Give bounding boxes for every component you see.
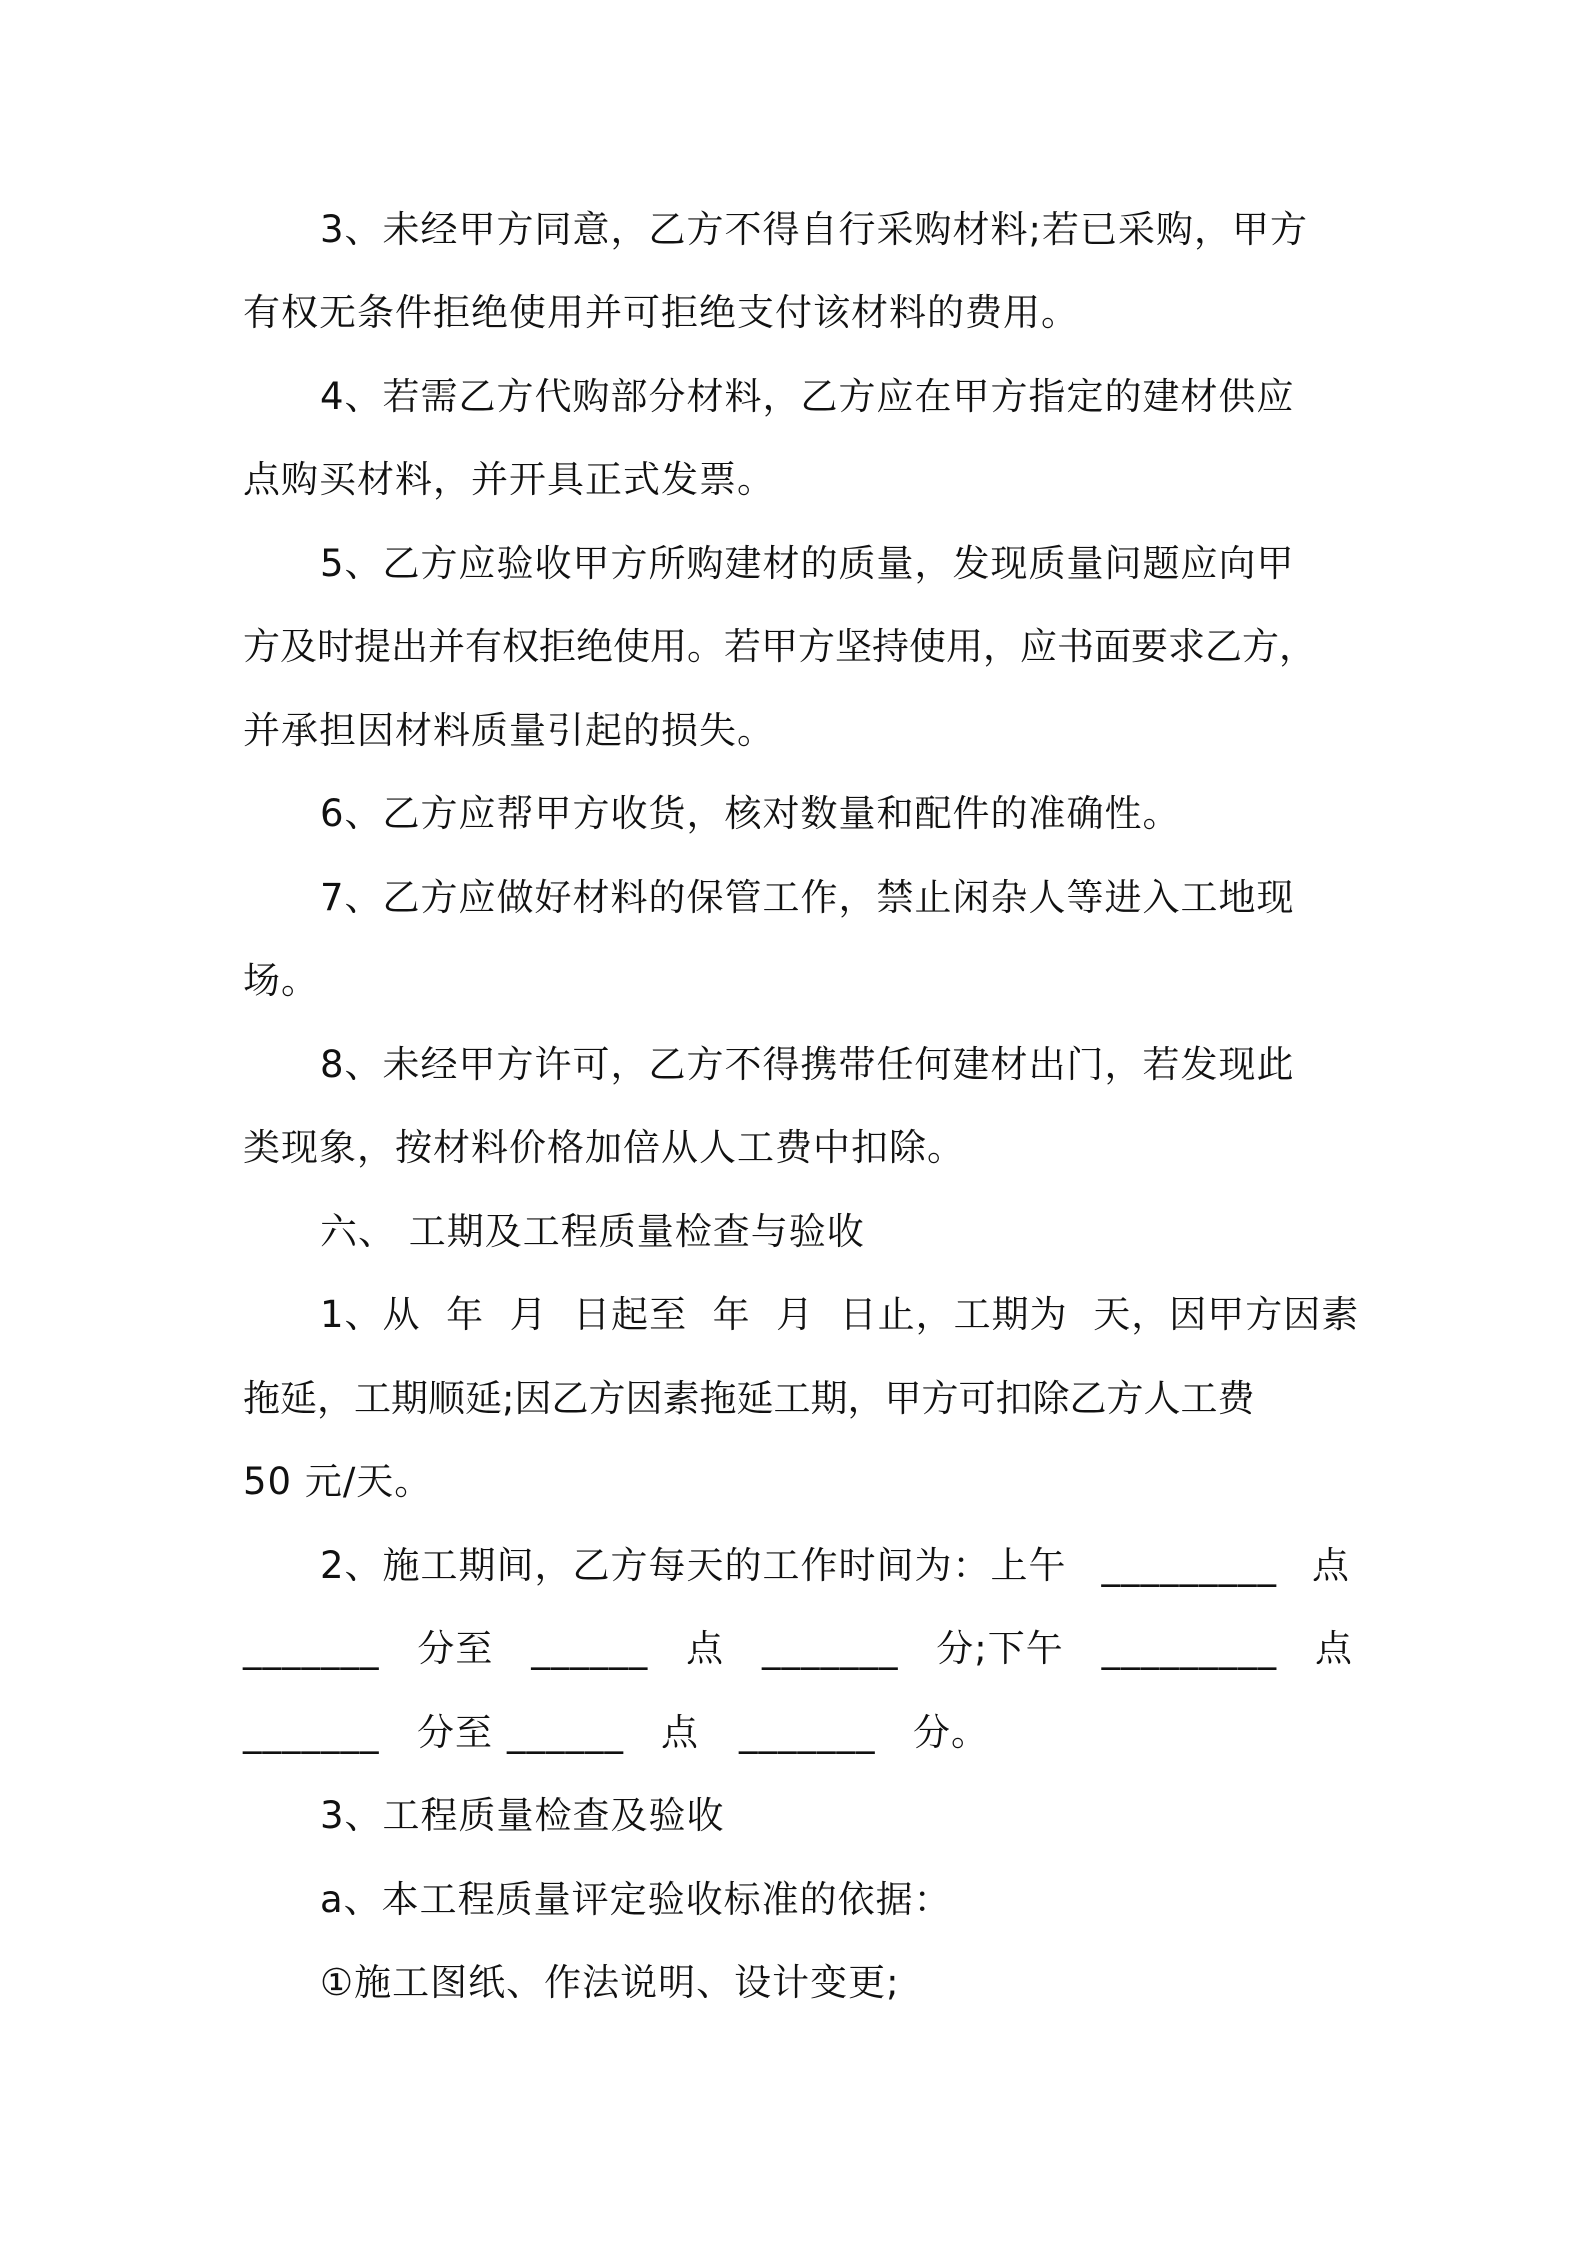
clause-4-line-2: 点购买材料，并开具正式发票。 xyxy=(243,458,775,501)
clause-3-quality-heading: 3、工程质量检查及验收 xyxy=(320,1794,725,1837)
unit-hour: 点 xyxy=(686,1627,725,1670)
unit-hour: 点 xyxy=(1311,1544,1350,1587)
text-minute-end: 分。 xyxy=(913,1711,989,1754)
unit-hour: 点 xyxy=(1314,1627,1353,1670)
clause-8-line-2: 类现象，按材料价格加倍从人工费中扣除。 xyxy=(243,1126,965,1169)
clause-a-line: a、本工程质量评定验收标准的依据： xyxy=(320,1878,952,1921)
clause-3-line-2: 有权无条件拒绝使用并可拒绝支付该材料的费用。 xyxy=(243,291,1079,334)
blank-afternoon-end-minute: _______ xyxy=(739,1711,876,1754)
clause-5-line-3: 并承担因材料质量引起的损失。 xyxy=(243,709,775,752)
text-minute-to: 分至 xyxy=(417,1711,493,1754)
blank-morning-start-hour: _________ xyxy=(1101,1544,1278,1587)
clause-6-line-1: 6、乙方应帮甲方收货，核对数量和配件的准确性。 xyxy=(320,792,1181,835)
text-minute-afternoon: 分;下午 xyxy=(936,1627,1064,1670)
work-hours-line-2 xyxy=(243,1624,1353,1674)
work-hours-line-3 xyxy=(243,1708,1353,1758)
schedule-clause-1-line-3: 50 元/天。 xyxy=(243,1460,433,1503)
clause-4-line-1: 4、若需乙方代购部分材料，乙方应在甲方指定的建材供应 xyxy=(320,375,1295,418)
section-6-heading: 六、 工期及工程质量检查与验收 xyxy=(320,1210,865,1253)
blank-morning-end-minute: _______ xyxy=(761,1627,899,1670)
work-hours-line-1 xyxy=(320,1541,1350,1591)
text-minute-to: 分至 xyxy=(417,1627,494,1670)
clause-5-line-1: 5、乙方应验收甲方所购建材的质量，发现质量问题应向甲 xyxy=(320,542,1295,585)
clause-7-line-1: 7、乙方应做好材料的保管工作，禁止闲杂人等进入工地现 xyxy=(320,876,1295,919)
clause-7-line-2: 场。 xyxy=(243,959,319,1002)
clause-8-line-1: 8、未经甲方许可，乙方不得携带任何建材出门，若发现此 xyxy=(320,1043,1295,1086)
blank-morning-end-hour: ______ xyxy=(531,1627,649,1670)
clause-5-line-2: 方及时提出并有权拒绝使用。若甲方坚持使用，应书面要求乙方， xyxy=(243,625,1316,668)
blank-afternoon-end-hour: ______ xyxy=(507,1711,624,1754)
schedule-clause-1-line-1: 1、从 年 月 日起至 年 月 日止，工期为 天，因甲方因素 xyxy=(320,1293,1360,1336)
blank-afternoon-start-hour: _________ xyxy=(1101,1627,1278,1670)
blank-morning-start-minute: _______ xyxy=(243,1627,380,1670)
clause-3-line-1: 3、未经甲方同意，乙方不得自行采购材料;若已采购，甲方 xyxy=(320,208,1309,251)
item-1-line: ①施工图纸、作法说明、设计变更; xyxy=(320,1961,900,2004)
unit-hour: 点 xyxy=(661,1711,699,1754)
work-hours-label: 2、施工期间，乙方每天的工作时间为：上午 xyxy=(320,1544,1067,1587)
schedule-clause-1-line-2: 拖延，工期顺延;因乙方因素拖延工期，甲方可扣除乙方人工费 xyxy=(243,1377,1255,1420)
blank-afternoon-start-minute: _______ xyxy=(243,1711,380,1754)
